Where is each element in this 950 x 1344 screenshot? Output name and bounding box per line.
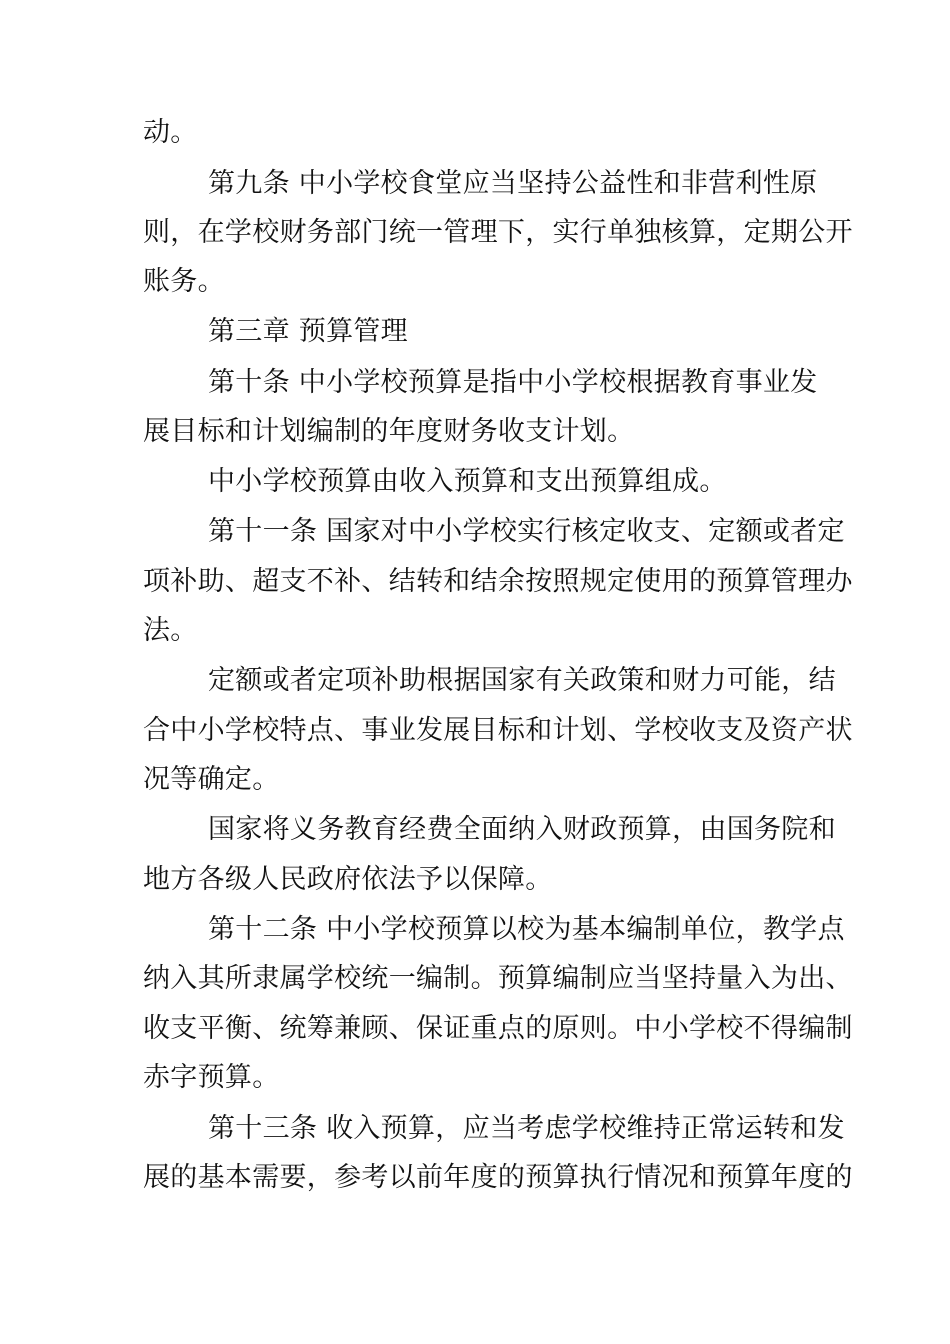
text-line: 国家将义务教育经费全面纳入财政预算，由国务院和 — [208, 814, 836, 845]
chapter-heading: 第三章 预算管理 — [208, 316, 408, 347]
article-10-line: 第十条 中小学校预算是指中小学校根据教育事业发 — [208, 367, 818, 398]
text-line: 展的基本需要，参考以前年度的预算执行情况和预算年度的 — [143, 1162, 853, 1193]
text-line: 地方各级人民政府依法予以保障。 — [143, 864, 553, 895]
text-line: 况等确定。 — [143, 764, 280, 795]
text-line: 法。 — [143, 615, 198, 646]
text-line: 动。 — [143, 117, 198, 148]
article-9-line: 第九条 中小学校食堂应当坚持公益性和非营利性原 — [208, 168, 818, 199]
text-line: 展目标和计划编制的年度财务收支计划。 — [143, 416, 635, 447]
text-line: 纳入其所隶属学校统一编制。预算编制应当坚持量入为出、 — [143, 963, 853, 994]
text-line: 项补助、超支不补、结转和结余按照规定使用的预算管理办 — [143, 566, 853, 597]
article-13-line: 第十三条 收入预算，应当考虑学校维持正常运转和发 — [208, 1113, 845, 1144]
article-11-line: 第十一条 国家对中小学校实行核定收支、定额或者定 — [208, 516, 845, 547]
text-line: 合中小学校特点、事业发展目标和计划、学校收支及资产状 — [143, 715, 853, 746]
text-line: 中小学校预算由收入预算和支出预算组成。 — [208, 466, 727, 497]
text-line: 账务。 — [143, 266, 225, 297]
article-12-line: 第十二条 中小学校预算以校为基本编制单位，教学点 — [208, 914, 845, 945]
text-line: 定额或者定项补助根据国家有关政策和财力可能，结 — [208, 665, 836, 696]
text-line: 赤字预算。 — [143, 1062, 280, 1093]
text-line: 则，在学校财务部门统一管理下，实行单独核算，定期公开 — [143, 217, 853, 248]
text-line: 收支平衡、统筹兼顾、保证重点的原则。中小学校不得编制 — [143, 1013, 853, 1044]
